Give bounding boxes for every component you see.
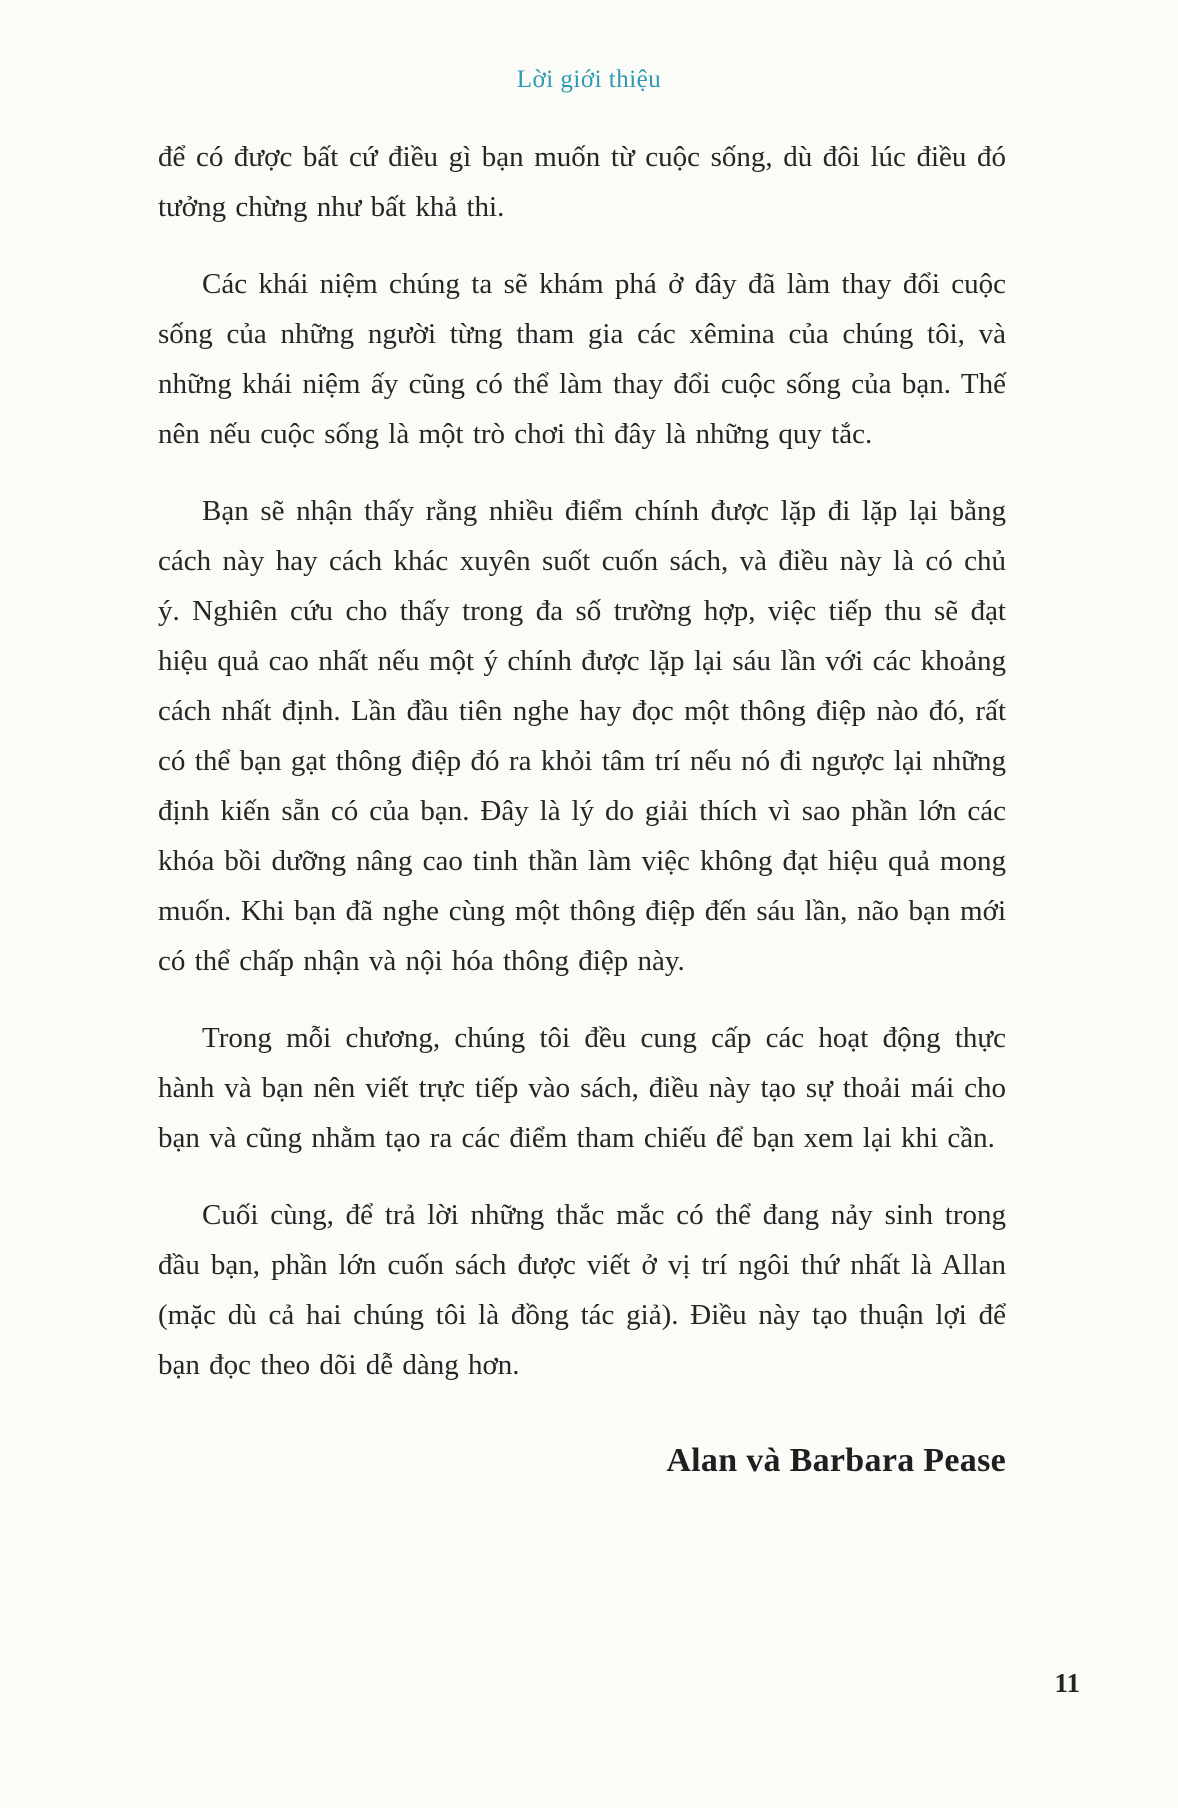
paragraph-first-person: Cuối cùng, để trả lời những thắc mắc có thể đang nảy sinh trong đầu bạn, phần lớn cuốn sách được viết ở vị trí ngôi thứ nhất là Allan (mặc dù cả hai chúng tôi là đồng tác giả). Điều này tạo thuận lợi để bạn đọc theo dõi dễ dàng hơn. (158, 1199, 1006, 1381)
author-signature: Alan và Barbara Pease (666, 1442, 1006, 1479)
paragraph-repetition: Bạn sẽ nhận thấy rằng nhiều điểm chính được lặp đi lặp lại bằng cách này hay cách khác xuyên suốt cuốn sách, và điều này là có chủ ý. Nghiên cứu cho thấy trong đa số trường hợp, việc tiếp thu sẽ đạt hiệu quả cao nhất nếu một ý chính được lặp lại sáu lần với các khoảng cách nhất định. Lần đầu tiên nghe hay đọc một thông điệp nào đó, rất có thể bạn gạt thông điệp đó ra khỏi tâm trí nếu nó đi ngược lại những định kiến sẵn có của bạn. Đây là lý do giải thích vì sao phần lớn các khóa bồi dưỡng nâng cao tinh thần làm việc không đạt hiệu quả mong muốn. Khi bạn đã nghe cùng một thông điệp đến sáu lần, não bạn mới có thể chấp nhận và nội hóa thông điệp này. (158, 495, 1006, 977)
paragraph-exercises: Trong mỗi chương, chúng tôi đều cung cấp các hoạt động thực hành và bạn nên viết trực tiếp vào sách, điều này tạo sự thoải mái cho bạn và cũng nhằm tạo ra các điểm tham chiếu để bạn xem lại khi cần. (158, 1022, 1006, 1154)
paragraph-continuation: để có được bất cứ điều gì bạn muốn từ cuộc sống, dù đôi lúc điều đó tưởng chừng như bất khả thi. (158, 141, 1006, 223)
body-text-block (158, 132, 1006, 1486)
running-header: Lời giới thiệu (516, 66, 662, 93)
paragraph-concepts: Các khái niệm chúng ta sẽ khám phá ở đây đã làm thay đổi cuộc sống của những người từng tham gia các xêmina của chúng tôi, và những khái niệm ấy cũng có thể làm thay đổi cuộc sống của bạn. Thế nên nếu cuộc sống là một trò chơi thì đây là những quy tắc. (158, 268, 1006, 450)
page-number: 11 (1054, 1668, 1080, 1698)
